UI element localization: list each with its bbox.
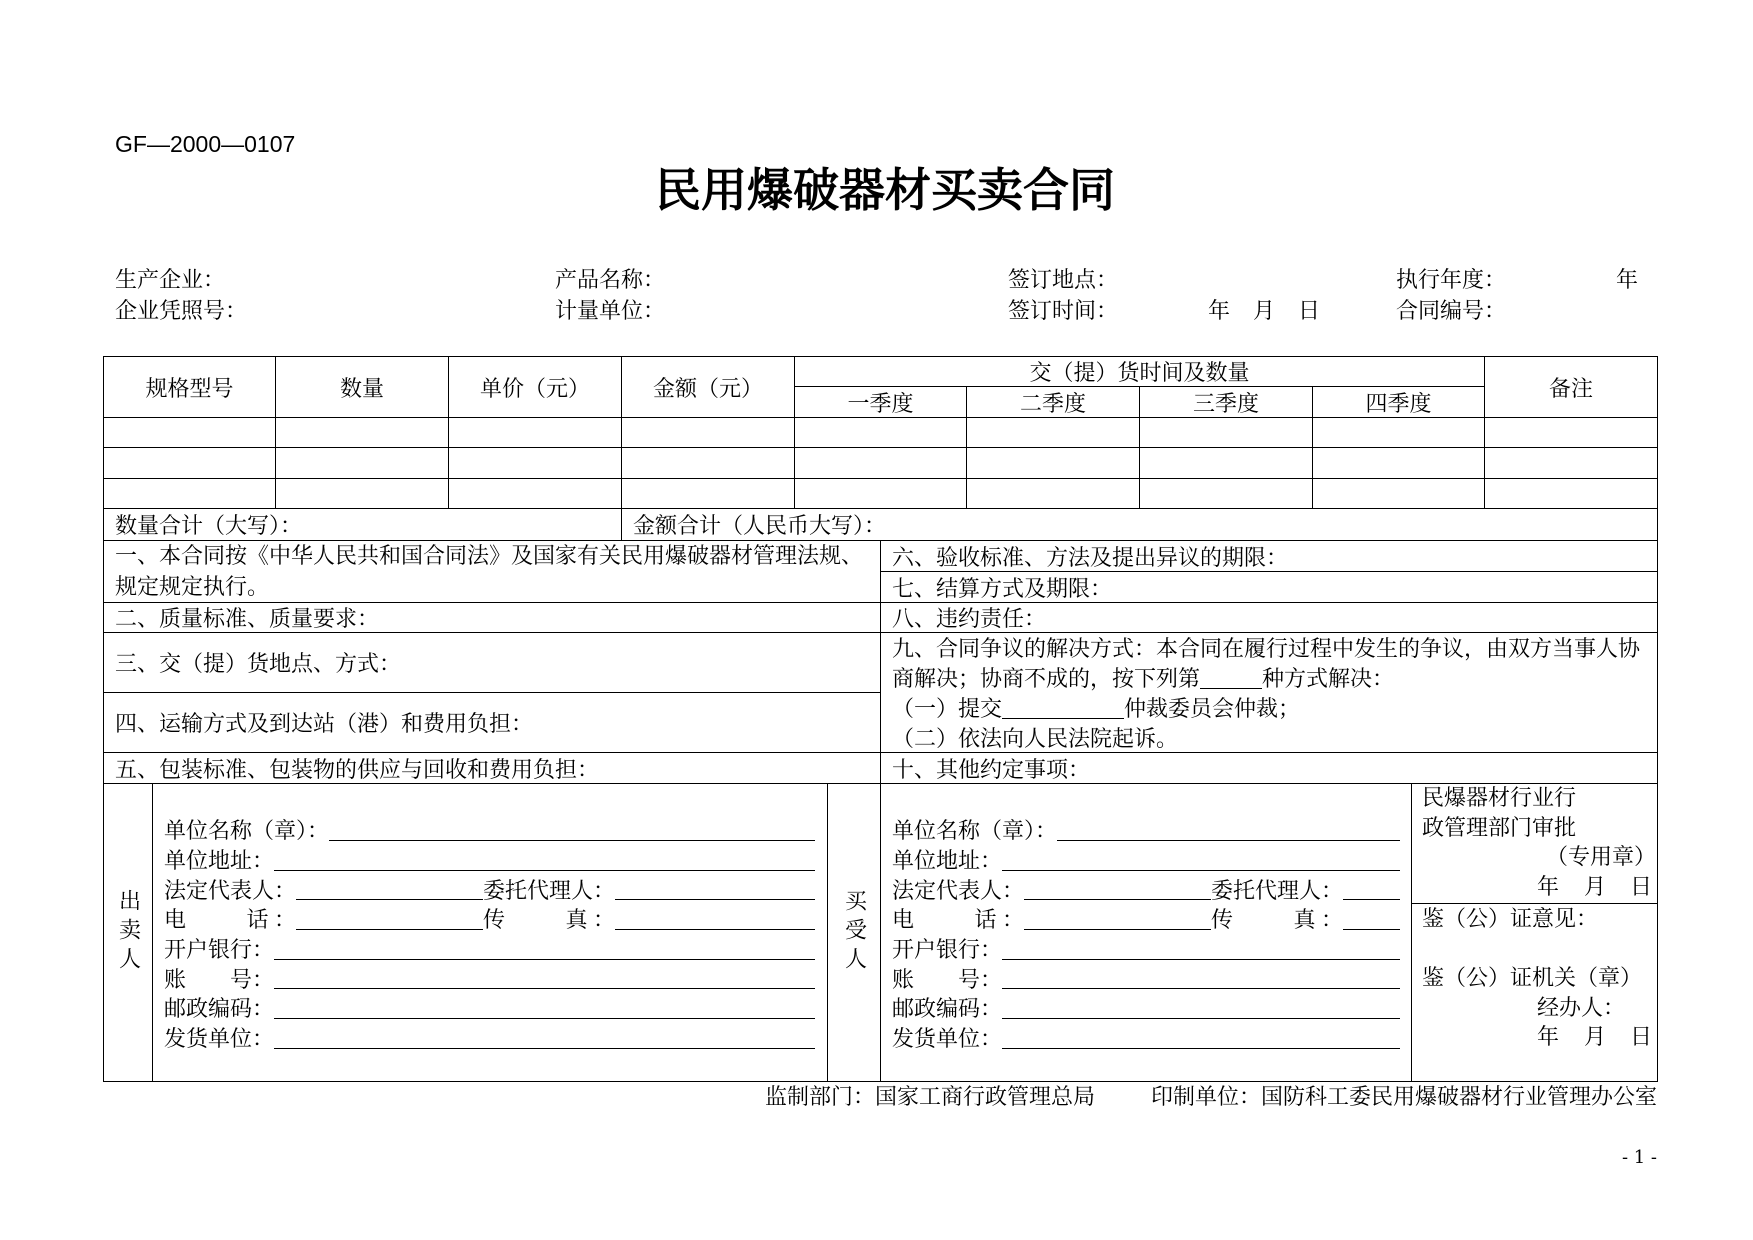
approval-date-month: 月 [1584, 875, 1607, 900]
qty-total-cell [103, 508, 622, 541]
clause-5-text: 五、包装标准、包装物的供应与回收和费用负担： [115, 757, 600, 783]
table-cell [794, 478, 967, 509]
seller-name-blank [329, 821, 815, 841]
seller-bank-blank [274, 940, 815, 960]
sign-date-year: 年 [1208, 299, 1231, 324]
seller-account-line [164, 963, 815, 993]
form-code: GF—2000—0107 [115, 131, 296, 157]
clause-9-line-2 [892, 663, 1657, 693]
seller-agent-blank [615, 880, 815, 900]
seller-name-label: 单位名称（章）： [164, 819, 330, 845]
buyer-name-blank [1057, 821, 1400, 841]
notary-handler: 经办人： [1537, 996, 1626, 1021]
clause-9-line-3a-text: （一）提交 [892, 697, 1003, 722]
exec-year-label: 执行年度： [1396, 268, 1507, 293]
buyer-fax-label: 传 真： [1211, 908, 1343, 934]
seller-shipping-label: 发货单位： [164, 1027, 275, 1053]
sign-place-label: 签订地点： [1008, 268, 1119, 293]
seller-shipping-line [164, 1023, 815, 1053]
table-cell [1312, 478, 1485, 509]
notary-date-day: 日 [1630, 1025, 1653, 1050]
buyer-rep-line [892, 874, 1400, 904]
header-q2 [966, 386, 1140, 418]
clause-9-line-2a-text: 商解决；协商不成的，按下列第 [892, 667, 1201, 692]
buyer-phone-line [892, 904, 1400, 934]
seller-phone-line [164, 904, 815, 934]
sign-time-label: 签订时间： [1008, 299, 1119, 324]
approval-seal: （专用章） [1546, 845, 1657, 870]
seller-address-blank [274, 851, 815, 871]
approval-line-2: 政管理部门审批 [1422, 816, 1577, 841]
header-remark [1484, 356, 1658, 418]
contract-no-label: 合同编号： [1396, 299, 1507, 324]
table-cell [275, 447, 449, 479]
notary-opinion: 鉴（公）证意见： [1422, 907, 1599, 932]
notary-authority: 鉴（公）证机关（章） [1422, 966, 1643, 991]
amount-total-cell [621, 508, 1658, 541]
clause-3-text: 三、交（提）货地点、方式： [115, 652, 402, 677]
seller-phone-label: 电 话： [164, 908, 296, 934]
qty-total-label: 数量合计（大写）： [115, 514, 303, 539]
producer-label: 生产企业： [115, 268, 226, 293]
buyer-address-blank [1002, 851, 1400, 871]
table-cell [448, 478, 622, 509]
clause-9-line-1-text: 九、合同争议的解决方式：本合同在履行过程中发生的争议，由双方当事人协 [892, 637, 1641, 662]
header-q1 [794, 386, 967, 418]
seller-bank-label: 开户银行： [164, 938, 275, 964]
clause-8-text: 八、违约责任： [892, 607, 1047, 632]
header-spec-text: 规格型号 [145, 376, 234, 402]
seller-fax-label: 传 真： [483, 908, 615, 934]
buyer-legal-rep-blank [1024, 880, 1211, 900]
exec-year-unit: 年 [1616, 268, 1639, 293]
header-delivery-text: 交（提）货时间及数量 [1029, 361, 1250, 386]
header-qty-text: 数量 [339, 376, 384, 402]
buyer-postcode-blank [1002, 999, 1400, 1019]
seller-fax-blank [615, 910, 815, 930]
buyer-account-line [892, 963, 1400, 993]
clause-9-line-3 [892, 693, 1657, 723]
unit-label: 计量单位： [555, 299, 666, 324]
clause-10-text: 十、其他约定事项： [892, 757, 1091, 783]
header-amount [621, 356, 795, 418]
table-cell [103, 478, 276, 509]
buyer-agent-blank [1343, 880, 1400, 900]
seller-postcode-label: 邮政编码： [164, 997, 275, 1023]
seller-address-label: 单位地址： [164, 849, 275, 875]
buyer-fields [892, 815, 1400, 1053]
license-no-label: 企业凭照号： [115, 299, 248, 324]
table-cell [448, 447, 622, 479]
table-cell [1484, 447, 1658, 479]
clause-1 [103, 540, 881, 603]
buyer-agent-label: 委托代理人： [1211, 878, 1344, 904]
sign-date-day: 日 [1298, 299, 1321, 324]
seller-rep-line [164, 874, 815, 904]
buyer-phone-label: 电 话： [892, 908, 1024, 934]
header-q2-text: 二季度 [1019, 391, 1086, 417]
seller-postcode-line [164, 993, 815, 1023]
buyer-label: 买受人 [841, 889, 867, 976]
buyer-shipping-line [892, 1023, 1400, 1053]
buyer-bank-label: 开户银行： [892, 938, 1003, 964]
seller-shipping-blank [274, 1029, 815, 1049]
seller-postcode-blank [274, 999, 815, 1019]
buyer-postcode-line [892, 993, 1400, 1023]
approval-date-year: 年 [1537, 875, 1560, 900]
table-cell [1484, 417, 1658, 448]
table-cell [1139, 417, 1313, 448]
clause-6-text: 六、验收标准、方法及提出异议的期限： [892, 545, 1289, 571]
header-q1-text: 一季度 [847, 391, 914, 417]
clause-9-line-4-text: （二）依法向人民法院起诉。 [892, 727, 1179, 752]
seller-address-line [164, 845, 815, 875]
seller-bank-line [164, 934, 815, 964]
clause-1-line-2: 规定规定执行。 [115, 574, 270, 600]
seller-legal-rep-blank [296, 880, 483, 900]
buyer-bank-blank [1002, 940, 1400, 960]
table-cell [1484, 478, 1658, 509]
seller-name-line [164, 815, 815, 845]
buyer-address-label: 单位地址： [892, 849, 1003, 875]
clause-10 [880, 752, 1658, 784]
clause-4 [103, 692, 881, 753]
header-remark-text: 备注 [1548, 376, 1593, 402]
approval-line-1: 民爆器材行业行 [1422, 786, 1577, 811]
method-number-blank [1200, 669, 1262, 689]
table-cell [794, 447, 967, 479]
notary-date-year: 年 [1537, 1025, 1560, 1050]
table-cell [966, 478, 1140, 509]
seller-legal-rep-label: 法定代表人： [164, 878, 297, 904]
clause-7 [880, 571, 1658, 603]
buyer-shipping-blank [1002, 1029, 1400, 1049]
buyer-bank-line [892, 934, 1400, 964]
seller-label: 出卖人 [115, 889, 141, 976]
table-cell [103, 417, 276, 448]
buyer-label-cell [827, 783, 881, 1082]
table-cell [966, 447, 1140, 479]
product-name-label: 产品名称： [555, 268, 666, 293]
table-cell [621, 447, 795, 479]
header-amount-text: 金额（元） [652, 376, 763, 402]
table-cell [103, 447, 276, 479]
arbitration-commission-blank [1002, 699, 1124, 719]
buyer-account-blank [1002, 969, 1400, 989]
buyer-shipping-label: 发货单位： [892, 1027, 1003, 1053]
sign-date-month: 月 [1253, 299, 1276, 324]
approval-date-day: 日 [1630, 875, 1653, 900]
header-q4 [1312, 386, 1485, 418]
table-cell [275, 417, 449, 448]
table-cell [1312, 417, 1485, 448]
page-number: - 1 - [1621, 1147, 1657, 1168]
header-q4-text: 四季度 [1365, 391, 1432, 417]
clause-9 [880, 632, 1658, 753]
clause-9-line-2b-text: 种方式解决： [1262, 667, 1395, 692]
clause-8 [880, 602, 1658, 633]
header-price [448, 356, 622, 418]
buyer-legal-rep-label: 法定代表人： [892, 878, 1025, 904]
table-cell [448, 417, 622, 448]
page-title: 民用爆破器材买卖合同 [655, 163, 1115, 217]
table-cell [1139, 478, 1313, 509]
seller-label-cell [103, 783, 153, 1082]
table-cell [794, 417, 967, 448]
footer-printer: 印制单位：国防科工委民用爆破器材行业管理办公室 [1150, 1085, 1657, 1110]
buyer-account-label: 账 号： [892, 967, 1003, 993]
clause-6 [880, 540, 1658, 572]
table-cell [621, 478, 795, 509]
clause-1-line-1: 一、本合同按《中华人民共和国合同法》及国家有关民用爆破器材管理法规、 [115, 543, 864, 569]
clause-2 [103, 602, 881, 633]
clause-4-text: 四、运输方式及到达站（港）和费用负担： [115, 712, 534, 737]
buyer-address-line [892, 845, 1400, 875]
header-qty [275, 356, 449, 418]
footer-supervisor: 监制部门：国家工商行政管理总局 [765, 1085, 1096, 1110]
clause-9-line-1 [892, 633, 1657, 663]
buyer-name-line [892, 815, 1400, 845]
seller-account-blank [274, 969, 815, 989]
seller-phone-blank [296, 910, 483, 930]
seller-account-label: 账 号： [164, 967, 275, 993]
table-cell [966, 417, 1140, 448]
table-cell [1312, 447, 1485, 479]
header-q3-text: 三季度 [1192, 391, 1259, 417]
seller-fields [164, 815, 815, 1053]
header-spec [103, 356, 276, 418]
buyer-fax-blank [1343, 910, 1400, 930]
header-q3 [1139, 386, 1313, 418]
seller-agent-label: 委托代理人： [483, 878, 616, 904]
buyer-postcode-label: 邮政编码： [892, 997, 1003, 1023]
table-cell [621, 417, 795, 448]
header-delivery [794, 356, 1485, 387]
clause-7-text: 七、结算方式及期限： [892, 576, 1113, 602]
clause-9-line-3b-text: 仲裁委员会仲裁； [1124, 697, 1301, 722]
clause-3 [103, 632, 881, 693]
amount-total-label: 金额合计（人民币大写）： [633, 514, 887, 539]
buyer-name-label: 单位名称（章）： [892, 819, 1058, 845]
notary-date-month: 月 [1584, 1025, 1607, 1050]
table-cell [275, 478, 449, 509]
clause-9-line-4 [892, 723, 1657, 753]
clause-2-text: 二、质量标准、质量要求： [115, 607, 380, 632]
table-cell [1139, 447, 1313, 479]
header-price-text: 单价（元） [479, 376, 590, 402]
buyer-phone-blank [1024, 910, 1211, 930]
clause-5 [103, 752, 881, 784]
